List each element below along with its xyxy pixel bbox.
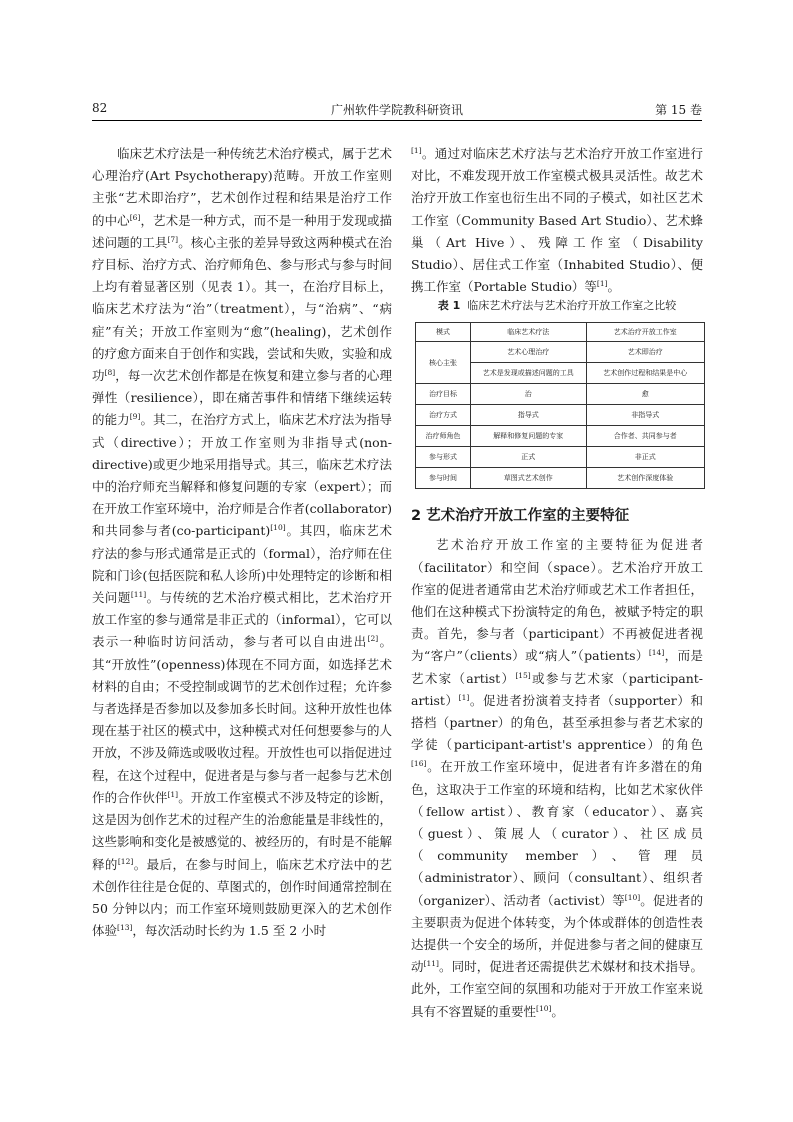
citation: [1] [458,692,470,702]
citation: [8] [104,367,116,377]
citation: [7] [167,234,179,244]
table-row-label: 参与时间 [416,468,471,489]
left-column [92,143,392,942]
continued-paragraph: [1]。通过对临床艺术疗法与艺术治疗开放工作室进行对比，不难发现开放工作室模式极具灵活性。故艺术治疗开放工作室也衍生出不同的子模式，如社区艺术工作室（Community Based Art Studio）、艺术蜂巢（Art Hive）、残障工作室（Disability Studio）、居住式工作室（Inhabited Studio）、便携工作室（Portable Studio）等[1]。 [411,145,703,295]
table-header-cell: 模式 [416,323,471,342]
citation: [1] [596,279,608,289]
citation: [16] [411,759,427,769]
citation: [6] [129,212,141,222]
table-cell: 艺术创作深度体验 [586,468,705,489]
body-paragraph: 艺术治疗开放工作室的主要特征为促进者（facilitator）和空间（space）。艺术治疗开放工作室的促进者通常由艺术治疗师或艺术工作者担任，他们在这种模式下扮演特定的角色，被赋予特定的职责。首先，参与者（participant）不再被促进者视为“客户”（clients）或“病人”（patients）[14]，而是艺术家（artist）[15]或参与艺术家（participant-artist）[1]。促进者扮演着支持者（supporter）和搭档（partner）的角色，甚至承担参与者艺术家的学徒（participant-artist's apprentice）的角色[16]。在开放工作室环境中，促进者有许多潜在的角色，这取决于工作室的环境和结构，比如艺术家伙伴（fellow artist）、教育家（educator）、嘉宾（guest）、策展人（curator）、社区成员（community member）、管理员（administrator）、顾问（consultant）、组织者（organizer）、活动者（activist）等[10]。促进者的主要职责为促进个体转变，为个体或群体的创造性表达提供一个安全的场所，并促进参与者之间的健康互动[11]。同时，促进者还需提供艺术媒材和技术指导。此外，工作室空间的氛围和功能对于开放工作室来说具有不容置疑的重要性[10]。 [411,537,704,1019]
table-cell: 非指导式 [586,405,705,426]
citation: [10] [624,892,641,902]
citation: [11] [423,959,439,969]
table-cell: 艺术是发现或描述问题的工具 [470,363,586,384]
table-row [416,384,705,405]
table-header-cell: 临床艺术疗法 [470,323,586,342]
citation: [1] [167,789,179,799]
table-cell: 草图式艺术创作 [470,468,586,489]
table-cell: 艺术心理治疗 [470,342,586,363]
table-cell: 合作者、共同参与者 [586,426,705,447]
table-cell: 非正式 [586,447,705,468]
table-cell: 愈 [586,384,705,405]
table-row [416,405,705,426]
table-row-label: 治疗目标 [416,384,471,405]
body-paragraph: 临床艺术疗法是一种传统艺术治疗模式，属于艺术心理治疗(Art Psychotherapy)范畴。开放工作室则主张“艺术即治疗”，艺术创作过程和结果是治疗工作的中心[6]，艺术是一种方式，而不是一种用于发现或描述问题的工具[7]。核心主张的差异导致这两种模式在治疗目标、治疗方式、治疗师角色、参与形式与参与时间上均有着显著区别（见表 1）。其一，在治疗目标上，临床艺术疗法为“治”（treatment），与“治病”、“病症”有关；开放工作室则为“愈”(healing)，艺术创作的疗愈方面来自于创作和实践，尝试和失败，实验和成功[8]，每一次艺术创作都是在恢复和建立参与者的心理弹性（resilience），即在痛苦事件和情绪下继续运转的能力[9]。其二，在治疗方式上，临床艺术疗法为指导式（directive）；开放工作室则为非指导式(non-directive)或更少地采用指导式。其三，临床艺术疗法中的治疗师充当解释和修复问题的专家（expert）；而在开放工作室环境中，治疗师是合作者(collaborator)和共同参与者(co-participant)[10]。其四，临床艺术疗法的参与形式通常是正式的（formal），治疗师在住院和门诊(包括医院和私人诊所)中处理特定的诊断和相关问题[11]。与传统的艺术治疗模式相比，艺术治疗开放工作室的参与通常是非正式的（informal），它可以表示一种临时访问活动，参与者可以自由进出[2]。其“开放性”(openness)体现在不同方面，如选择艺术材料的自由；不受控制或调节的艺术创作过程；允许参与者选择是否参加以及参加多长时间。这种开放性也体现在基于社区的模式中，这种模式对任何想要参与的人开放，不涉及筛选或吸收过程。开放性也可以指促进过程，在这个过程中，促进者是与参与者一起参与艺术创作的合作伙伴[1]。开放工作室模式不涉及特定的诊断，这是因为创作艺术的过程产生的治愈能量是非线性的，这些影响和变化是被感觉的、被经历的，有时是不能解释的[12]。最后，在参与时间上，临床艺术疗法中的艺术创作往往是仓促的、草图式的，创作时间通常控制在 50 分钟以内；而工作室环境则鼓励更深入的艺术创作体验[13]，每次活动时长约为 1.5 至 2 小时 [92,146,393,939]
comparison-table [415,322,705,489]
table-row-label: 治疗师角色 [416,426,471,447]
table-row-label: 治疗方式 [416,405,471,426]
table-row [416,426,705,447]
table-row [416,342,705,363]
citation: [9] [129,412,141,422]
citation: [1] [411,145,422,155]
citation: [11] [130,589,147,599]
table-cell: 治 [470,384,586,405]
citation: [2] [367,634,379,644]
citation: [13] [117,922,133,932]
table-row-label: 参与形式 [416,447,471,468]
right-column [411,143,703,1023]
table-caption: 表 1 临床艺术疗法与艺术治疗开放工作室之比较 [437,299,677,313]
table-header-cell: 艺术治疗开放工作室 [586,323,705,342]
citation: [14] [648,648,665,658]
table-header-row [416,323,705,342]
citation: [12] [117,856,134,866]
citation: [15] [515,670,531,680]
table-cell: 指导式 [470,405,586,426]
journal-name: 广州软件学院教科研资讯 [330,103,463,117]
volume-label: 第 15 卷 [655,103,702,117]
table-cell: 解释和修复问题的专家 [470,426,586,447]
table-cell: 艺术创作过程和结果是中心 [586,363,705,384]
section-heading: 2 艺术治疗开放工作室的主要特征 [411,508,630,525]
table-cell: 正式 [470,447,586,468]
running-header [92,97,702,119]
table-row-label: 核心主张 [416,342,471,384]
table-row [416,447,705,468]
table-cell: 艺术即治疗 [586,342,705,363]
citation: [10] [536,1003,552,1013]
citation: [10] [270,523,286,533]
header-rule [92,120,702,121]
table-row [416,468,705,489]
page-number: 82 [92,101,108,115]
